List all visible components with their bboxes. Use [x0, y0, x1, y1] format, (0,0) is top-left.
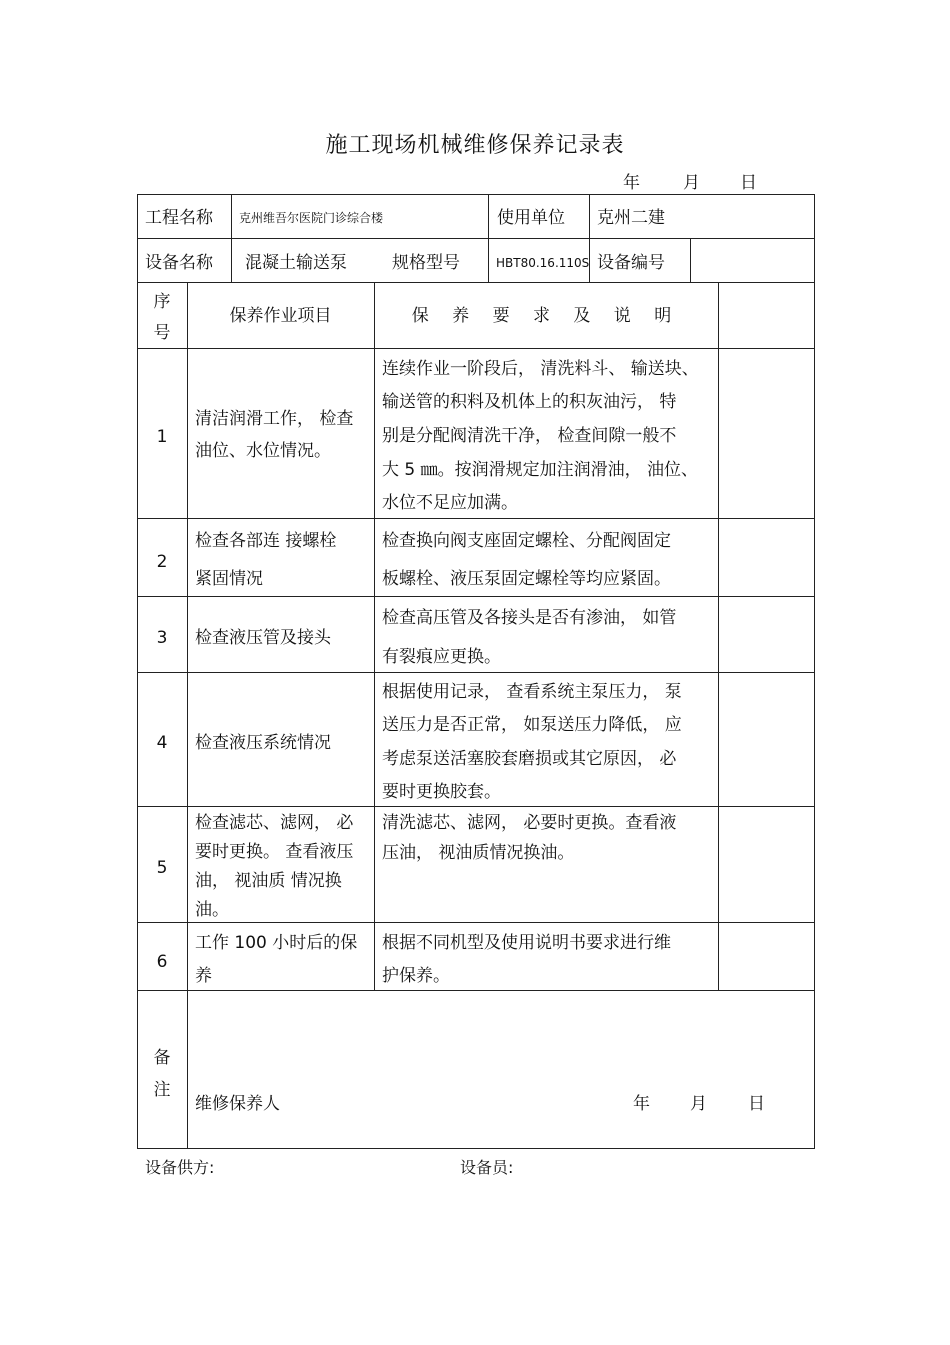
supplier-label: 设备供方: — [145, 1158, 215, 1177]
user-unit-value: 克州二建 — [597, 208, 665, 228]
row-4-req-line: 送压力是否正常， 如泵送压力降低， 应 — [382, 715, 682, 735]
row-6-req-line: 根据不同机型及使用说明书要求进行维 — [382, 933, 671, 953]
row-4-req-line: 要时更换胶套。 — [382, 782, 501, 802]
remarks-label-1: 备 — [153, 1048, 171, 1068]
header-item: 保养作业项目 — [229, 306, 332, 326]
row-1-req-line: 大 5 ㎜。按润滑规定加注润滑油， 油位、 — [382, 460, 699, 480]
row-5-item-line: 油， 视油质 情况换 — [195, 871, 342, 891]
row-3-number: 3 — [156, 628, 168, 648]
row-5-item-line: 油。 — [195, 900, 229, 920]
divider — [137, 238, 815, 239]
equipment-officer-label: 设备员: — [460, 1158, 514, 1177]
row-6-number: 6 — [156, 952, 168, 972]
page-title: 施工现场机械维修保养记录表 — [325, 133, 625, 158]
row-1-req-line: 水位不足应加满。 — [382, 493, 518, 513]
divider — [137, 990, 815, 991]
row-4-req-line: 考虑泵送活塞胶套磨损或其它原因， 必 — [382, 749, 677, 769]
row-1-item-line: 清洁润滑工作， 检查 — [195, 409, 354, 429]
table-bottom-border — [137, 1148, 815, 1149]
header-day: 日 — [740, 173, 757, 193]
row-2-item-line: 检查各部连 接螺栓 — [195, 531, 337, 551]
remarks-year: 年 — [633, 1094, 650, 1114]
header-requirement: 保 养 要 求 及 说 明 — [411, 306, 681, 326]
row-1-req-line: 别是分配阀清洗干净， 检查间隙一般不 — [382, 426, 677, 446]
header-year: 年 — [623, 173, 640, 193]
row-2-number: 2 — [156, 552, 168, 572]
project-name-label: 工程名称 — [145, 208, 213, 228]
row-5-item-line: 要时更换。 查看液压 — [195, 842, 354, 862]
equipment-code-label: 设备编号 — [597, 253, 665, 273]
row-5-item-line: 检查滤芯、滤网， 必 — [195, 813, 354, 833]
row-6-item-line: 养 — [195, 966, 212, 986]
row-5-number: 5 — [156, 858, 168, 878]
remarks-month: 月 — [690, 1094, 707, 1114]
divider — [488, 194, 489, 282]
divider — [718, 282, 719, 990]
row-3-item-line: 检查液压管及接头 — [195, 628, 331, 648]
header-seq-2: 号 — [153, 323, 171, 343]
divider — [690, 238, 691, 282]
maintainer-label: 维修保养人 — [195, 1094, 280, 1114]
row-4-req-line: 根据使用记录， 查看系统主泵压力， 泵 — [382, 682, 682, 702]
row-2-item-line: 紧固情况 — [195, 569, 263, 589]
row-2-req-line: 检查换向阀支座固定螺栓、分配阀固定 — [382, 531, 671, 551]
row-4-number: 4 — [156, 733, 168, 753]
divider — [231, 194, 232, 282]
header-month: 月 — [683, 173, 700, 193]
model-label: 规格型号 — [392, 253, 460, 273]
row-6-item-line: 工作 100 小时后的保 — [195, 933, 358, 953]
row-1-req-line: 输送管的积料及机体上的积灰油污， 特 — [382, 392, 677, 412]
divider — [137, 348, 815, 349]
equipment-name-label: 设备名称 — [145, 253, 213, 273]
row-1-item-line: 油位、水位情况。 — [195, 441, 331, 461]
remarks-label-2: 注 — [153, 1080, 171, 1100]
row-1-req-line: 连续作业一阶段后， 清洗料斗、 输送块、 — [382, 359, 699, 379]
row-5-req-line: 压油， 视油质情况换油。 — [382, 843, 575, 863]
divider — [187, 282, 188, 1149]
divider — [137, 596, 815, 597]
user-unit-label: 使用单位 — [497, 208, 565, 228]
equipment-name-value: 混凝土输送泵 — [245, 253, 347, 273]
divider — [137, 282, 815, 283]
row-4-item-line: 检查液压系统情况 — [195, 733, 331, 753]
row-5-req-line: 清洗滤芯、滤网， 必要时更换。查看液 — [382, 813, 677, 833]
row-6-req-line: 护保养。 — [382, 966, 450, 986]
row-2-req-line: 板螺栓、液压泵固定螺栓等均应紧固。 — [382, 569, 671, 589]
remarks-day: 日 — [748, 1094, 765, 1114]
header-seq-1: 序 — [153, 292, 171, 312]
divider — [374, 282, 375, 990]
row-1-number: 1 — [156, 427, 168, 447]
row-3-req-line: 检查高压管及各接头是否有渗油， 如管 — [382, 608, 677, 628]
project-name-value: 克州维吾尔医院门诊综合楼 — [239, 211, 384, 225]
table-top-border — [137, 194, 815, 195]
model-value: HBT80.16.110S — [496, 256, 590, 270]
row-3-req-line: 有裂痕应更换。 — [382, 647, 501, 667]
divider — [137, 922, 815, 923]
